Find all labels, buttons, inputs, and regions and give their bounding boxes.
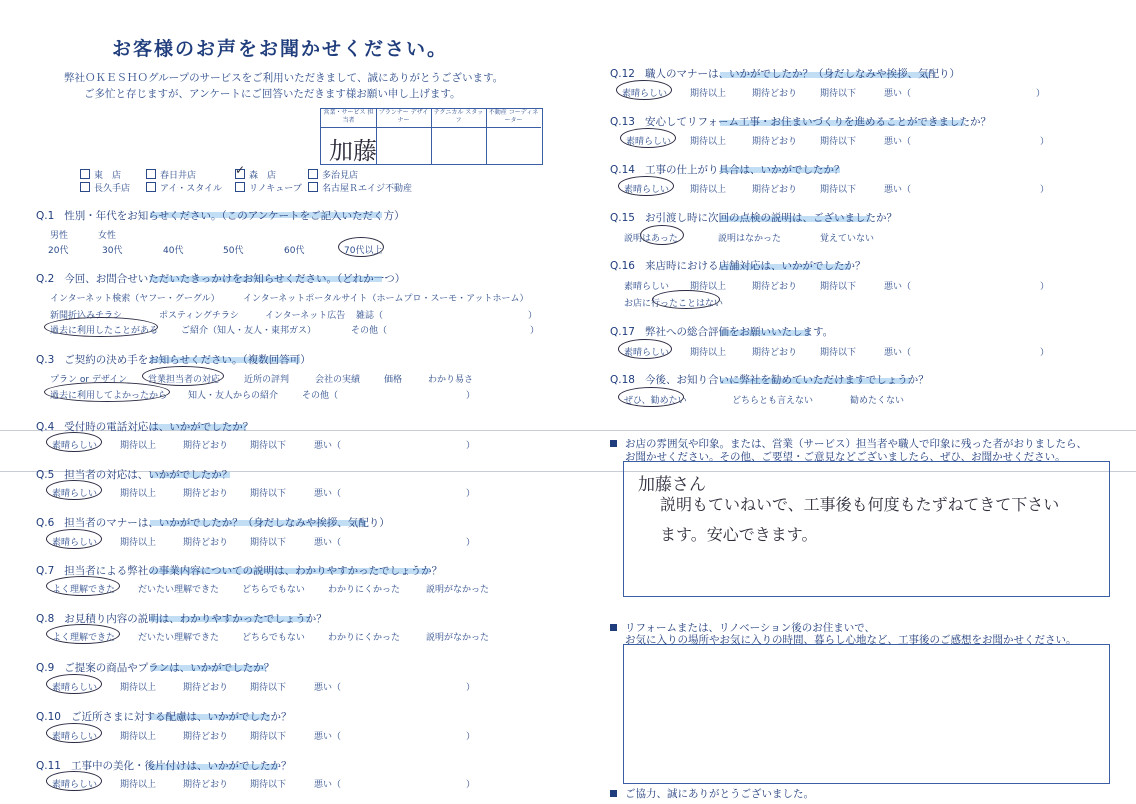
answer-option[interactable]: 期待以下 <box>250 441 287 451</box>
selection-circle <box>46 771 102 791</box>
selection-circle <box>616 80 672 100</box>
answer-option-selected[interactable]: ぜひ、勧めたい <box>624 396 687 406</box>
selection-circle <box>618 339 672 359</box>
answer-option[interactable]: 説明がなかった <box>426 585 490 595</box>
comment-prompt-2-line2: お気に入りの場所やお気に入りの時間、暮らし心地など、工事後のご感想をお聞かせください。 <box>625 634 1077 646</box>
answer-option[interactable]: 期待以下 <box>820 282 857 292</box>
question-q15: Q.15 お引渡し時に次回の点検の説明は、ございましたか？ <box>610 212 897 224</box>
answer-option[interactable]: 雑誌（ <box>356 311 384 321</box>
answer-option[interactable]: インターネットポータルサイト（ホームプロ・スーモ・アットホーム） <box>243 294 529 304</box>
comment-box-2[interactable] <box>623 644 1110 784</box>
answer-option[interactable]: 期待どおり <box>183 489 229 499</box>
answer-option[interactable]: 期待以上 <box>120 683 157 693</box>
question-q1: Q.1 性別・年代をお知らせください。（このアンケートをご記入いただく方） <box>36 210 405 222</box>
answer-option[interactable]: 期待以上 <box>690 185 727 195</box>
answer-option[interactable]: 悪い（ <box>884 89 912 99</box>
question-q13: Q.13 安心してリフォーム工事・お住まいづくりを進めることができましたか？ <box>610 116 991 128</box>
answer-option[interactable]: 期待以下 <box>820 348 857 358</box>
answer-option[interactable]: 50代 <box>223 246 244 256</box>
selection-circle <box>46 432 102 452</box>
answer-option[interactable]: 30代 <box>102 246 123 256</box>
answer-option[interactable]: 悪い（ <box>314 780 342 790</box>
answer-option[interactable]: 期待以上 <box>120 780 157 790</box>
answer-option[interactable]: どちらとも言えない <box>732 396 814 406</box>
answer-option[interactable]: 期待どおり <box>183 683 229 693</box>
answer-option-selected[interactable]: 素晴らしい <box>52 780 98 790</box>
answer-option[interactable]: 女性 <box>98 231 117 241</box>
selection-circle <box>640 225 684 245</box>
question-q18: Q.18 今後、お知り合いに弊社を勧めていただけますでしょうか？ <box>610 374 929 386</box>
answer-option[interactable]: 期待以下 <box>250 732 287 742</box>
comment-prompt-1: お店の雰囲気や印象。または、営業（サービス）担当者や職人で印象に残った者がおりましたら、 <box>610 436 1087 451</box>
selection-circle <box>618 387 684 407</box>
answer-option[interactable]: 期待以下 <box>820 185 857 195</box>
answer-option-selected[interactable]: 素晴らしい <box>626 137 672 147</box>
answer-option[interactable]: 悪い（ <box>314 441 342 451</box>
question-q14: Q.14 工事の仕上がり具合は、いかがでしたか？ <box>610 164 845 176</box>
question-q16: Q.16 来店時における店舗対応は、いかがでしたか？ <box>610 260 866 272</box>
comment-answer-line-2: 説明もていねいで、工事後も何度もたずねてきて下さい <box>660 495 1060 514</box>
store-option[interactable]: 名古屋Ｒエイジ不動産 <box>308 181 412 194</box>
answer-option[interactable]: 期待以上 <box>120 538 157 548</box>
selection-circle <box>46 674 102 694</box>
answer-option-selected[interactable]: 営業担当者の対応 <box>148 375 221 385</box>
answer-option[interactable]: 男性 <box>50 231 69 241</box>
selection-circle <box>44 317 158 337</box>
answer-option-selected[interactable]: 70代以上 <box>344 246 383 256</box>
answer-option[interactable]: 期待どおり <box>183 732 229 742</box>
answer-option[interactable]: プラン or デザイン <box>50 375 128 385</box>
answer-option[interactable]: インターネット検索（ヤフー・グーグル） <box>50 294 220 304</box>
answer-option-selected[interactable]: 素晴らしい <box>52 441 98 451</box>
store-option[interactable]: 春日井店 <box>146 168 196 181</box>
question-q11: Q.11 工事中の美化・後片付けは、いかがでしたか？ <box>36 760 292 772</box>
selection-circle <box>46 576 120 596</box>
answer-option[interactable]: その他（ <box>351 326 388 336</box>
answer-option[interactable]: 期待以下 <box>250 683 287 693</box>
answer-option[interactable]: 期待どおり <box>752 185 798 195</box>
answer-option[interactable]: 近所の評判 <box>244 375 290 385</box>
question-q5: Q.5 担当者の対応は、いかがでしたか？ <box>36 469 233 481</box>
answer-option[interactable]: わかりにくかった <box>328 633 401 643</box>
answer-option[interactable]: 期待以下 <box>250 489 287 499</box>
answer-option-selected[interactable]: 素晴らしい <box>624 185 670 195</box>
answer-option[interactable]: 悪い（ <box>314 538 342 548</box>
answer-option[interactable]: 悪い（ <box>314 732 342 742</box>
question-q8: Q.8 お見積り内容の説明は、わかりやすかったでしょうか？ <box>36 613 327 625</box>
answer-option-selected[interactable]: 素晴らしい <box>624 348 670 358</box>
selection-circle <box>46 723 102 743</box>
selection-circle <box>338 237 384 257</box>
answer-option[interactable]: お店に行ったことはない <box>624 299 724 309</box>
answer-option[interactable]: 期待以上 <box>120 489 157 499</box>
answer-option[interactable]: 期待以上 <box>690 89 727 99</box>
answer-option[interactable]: 期待どおり <box>752 348 798 358</box>
intro-line-2: ご多忙と存じますが、アンケートにご回答いただきます様お願い申し上げます。 <box>84 88 461 100</box>
answer-option-selected[interactable]: 素晴らしい <box>52 489 98 499</box>
answer-option[interactable]: 期待どおり <box>183 780 229 790</box>
answer-option[interactable]: 悪い（ <box>884 348 912 358</box>
answer-option[interactable]: 覚えていない <box>820 234 875 244</box>
store-option[interactable]: 長久手店 <box>80 181 130 194</box>
answer-option-selected[interactable]: 素晴らしい <box>52 538 98 548</box>
staff-header-realestate: 不動産 コーディネーター <box>486 109 541 128</box>
answer-option[interactable]: 悪い（ <box>884 185 912 195</box>
answer-option[interactable]: インターネット広告 <box>265 311 346 321</box>
answer-option[interactable]: 期待以上 <box>120 441 157 451</box>
answer-option[interactable]: 説明がなかった <box>426 633 490 643</box>
answer-option[interactable]: どちらでもない <box>242 633 305 643</box>
answer-option[interactable]: 期待以下 <box>250 780 287 790</box>
answer-option[interactable]: 期待どおり <box>183 441 229 451</box>
answer-option[interactable]: 期待以上 <box>690 282 727 292</box>
page-title: お客様のお声をお聞かせください。 <box>112 38 449 60</box>
answer-option-selected[interactable]: 素晴らしい <box>52 732 98 742</box>
answer-option[interactable]: 悪い（ <box>884 282 912 292</box>
answer-option[interactable]: 期待どおり <box>752 137 798 147</box>
answer-option-selected[interactable]: 過去に利用してよかったから <box>50 391 168 401</box>
answer-option-selected[interactable]: よく理解できた <box>52 633 116 643</box>
question-q6: Q.6 担当者のマナーは、いかがでしたか？（身だしなみや挨拶、気配り） <box>36 517 390 529</box>
answer-option[interactable]: 期待どおり <box>752 282 798 292</box>
answer-option[interactable]: 勧めたくない <box>850 396 905 406</box>
answer-option[interactable]: だいたい理解できた <box>138 585 220 595</box>
answer-option[interactable]: 会社の実績 <box>315 375 361 385</box>
answer-option[interactable]: 価格 <box>384 375 403 385</box>
comment-prompt-2: リフォームまたは、リノベーション後のお住まいで、 <box>610 620 875 635</box>
store-option[interactable]: 多治見店 <box>308 168 358 181</box>
selection-circle <box>618 176 674 196</box>
answer-option[interactable]: 40代 <box>163 246 184 256</box>
question-q17: Q.17 弊社への総合評価をお願いいたします。 <box>610 326 834 338</box>
selection-circle <box>142 366 224 386</box>
answer-option[interactable]: どちらでもない <box>242 585 305 595</box>
answer-option[interactable]: 60代 <box>284 246 305 256</box>
store-option[interactable]: リノキューブ <box>235 181 302 194</box>
selection-circle <box>652 290 720 309</box>
answer-option[interactable]: だいたい理解できた <box>138 633 220 643</box>
question-q2: Q.2 今回、お問合せいただいたきっかけをお知らせください。（どれか一つ） <box>36 273 406 285</box>
answer-option[interactable]: 期待以上 <box>120 732 157 742</box>
selection-circle <box>620 128 676 148</box>
comment-answer-line-3: ます。安心できます。 <box>660 525 818 544</box>
question-q10: Q.10 ご近所さまに対する配慮は、いかがでしたか？ <box>36 711 292 723</box>
answer-option-selected[interactable]: 素晴らしい <box>622 89 668 99</box>
answer-option-selected[interactable]: 過去に利用したことがある <box>50 326 159 336</box>
answer-option[interactable]: 知人・友人からの紹介 <box>188 391 279 401</box>
answer-option[interactable]: わかり易さ <box>428 375 474 385</box>
selection-circle <box>46 529 102 549</box>
answer-option[interactable]: 悪い（ <box>314 683 342 693</box>
answer-option[interactable]: 20代 <box>48 246 69 256</box>
store-option[interactable]: 東 店 <box>80 168 121 181</box>
answer-option-selected[interactable]: 説明はあった <box>624 234 678 244</box>
answer-option[interactable]: 説明はなかった <box>718 234 782 244</box>
question-q3: Q.3 ご契約の決め手をお知らせください。（複数回答可） <box>36 354 311 366</box>
question-q4: Q.4 受付時の電話対応は、いかがでしたか？ <box>36 421 254 433</box>
comment-box-1[interactable] <box>623 461 1110 597</box>
answer-option[interactable]: 期待以下 <box>820 89 857 99</box>
thanks-text: ご協力、誠にありがとうございました。 <box>610 786 814 801</box>
answer-option[interactable]: 期待どおり <box>752 89 798 99</box>
comment-prompt-1-line2: お聞かせください。その他、ご要望・ご意見などございましたら、ぜひ、お聞かせください。 <box>625 451 1066 463</box>
answer-option[interactable]: その他（ <box>302 391 339 401</box>
question-q9: Q.9 ご提案の商品やプランは、いかがでしたか？ <box>36 662 275 674</box>
answer-option-selected[interactable]: よく理解できた <box>52 585 116 595</box>
answer-option[interactable]: 期待以下 <box>820 137 857 147</box>
staff-header-planner: プランナー デザイナー <box>376 109 431 128</box>
question-q7: Q.7 担当者による弊社の事業内容についての説明は、わかりやすかったでしょうか？ <box>36 565 443 577</box>
selection-circle <box>44 382 170 402</box>
comment-answer-line-1: 加藤さん <box>638 475 706 495</box>
answer-option[interactable]: ご紹介（知人・友人・東邦ガス） <box>181 326 317 336</box>
answer-option[interactable]: 期待以下 <box>250 538 287 548</box>
selection-circle <box>46 480 102 500</box>
question-q12: Q.12 職人のマナーは、いかがでしたか？（身だしなみや挨拶、気配り） <box>610 68 960 80</box>
answer-option[interactable]: 期待どおり <box>183 538 229 548</box>
staff-header-sales: 営業・サービス 担当者 <box>321 109 376 128</box>
answer-option[interactable]: ポスティングチラシ <box>159 311 239 321</box>
answer-option[interactable]: 素晴らしい <box>624 282 670 292</box>
store-option-checked[interactable]: ✓ 森 店 <box>235 163 277 181</box>
answer-option[interactable]: 期待以上 <box>690 348 727 358</box>
staff-handwritten-name: 加藤 <box>329 137 377 165</box>
answer-option[interactable]: 悪い（ <box>884 137 912 147</box>
answer-option[interactable]: わかりにくかった <box>328 585 401 595</box>
staff-table <box>320 108 543 165</box>
answer-option[interactable]: 悪い（ <box>314 489 342 499</box>
staff-header-technical: テクニカル スタッフ <box>431 109 486 128</box>
answer-option-selected[interactable]: 素晴らしい <box>52 683 98 693</box>
intro-line-1: 弊社ＯＫＥＳＨＯグループのサービスをご利用いただきまして、誠にありがとうございます。 <box>64 72 504 84</box>
answer-option[interactable]: 新聞折込みチラシ <box>50 311 123 321</box>
answer-option[interactable]: 期待以上 <box>690 137 727 147</box>
store-option[interactable]: アイ・スタイル <box>146 181 222 194</box>
selection-circle <box>46 624 120 644</box>
